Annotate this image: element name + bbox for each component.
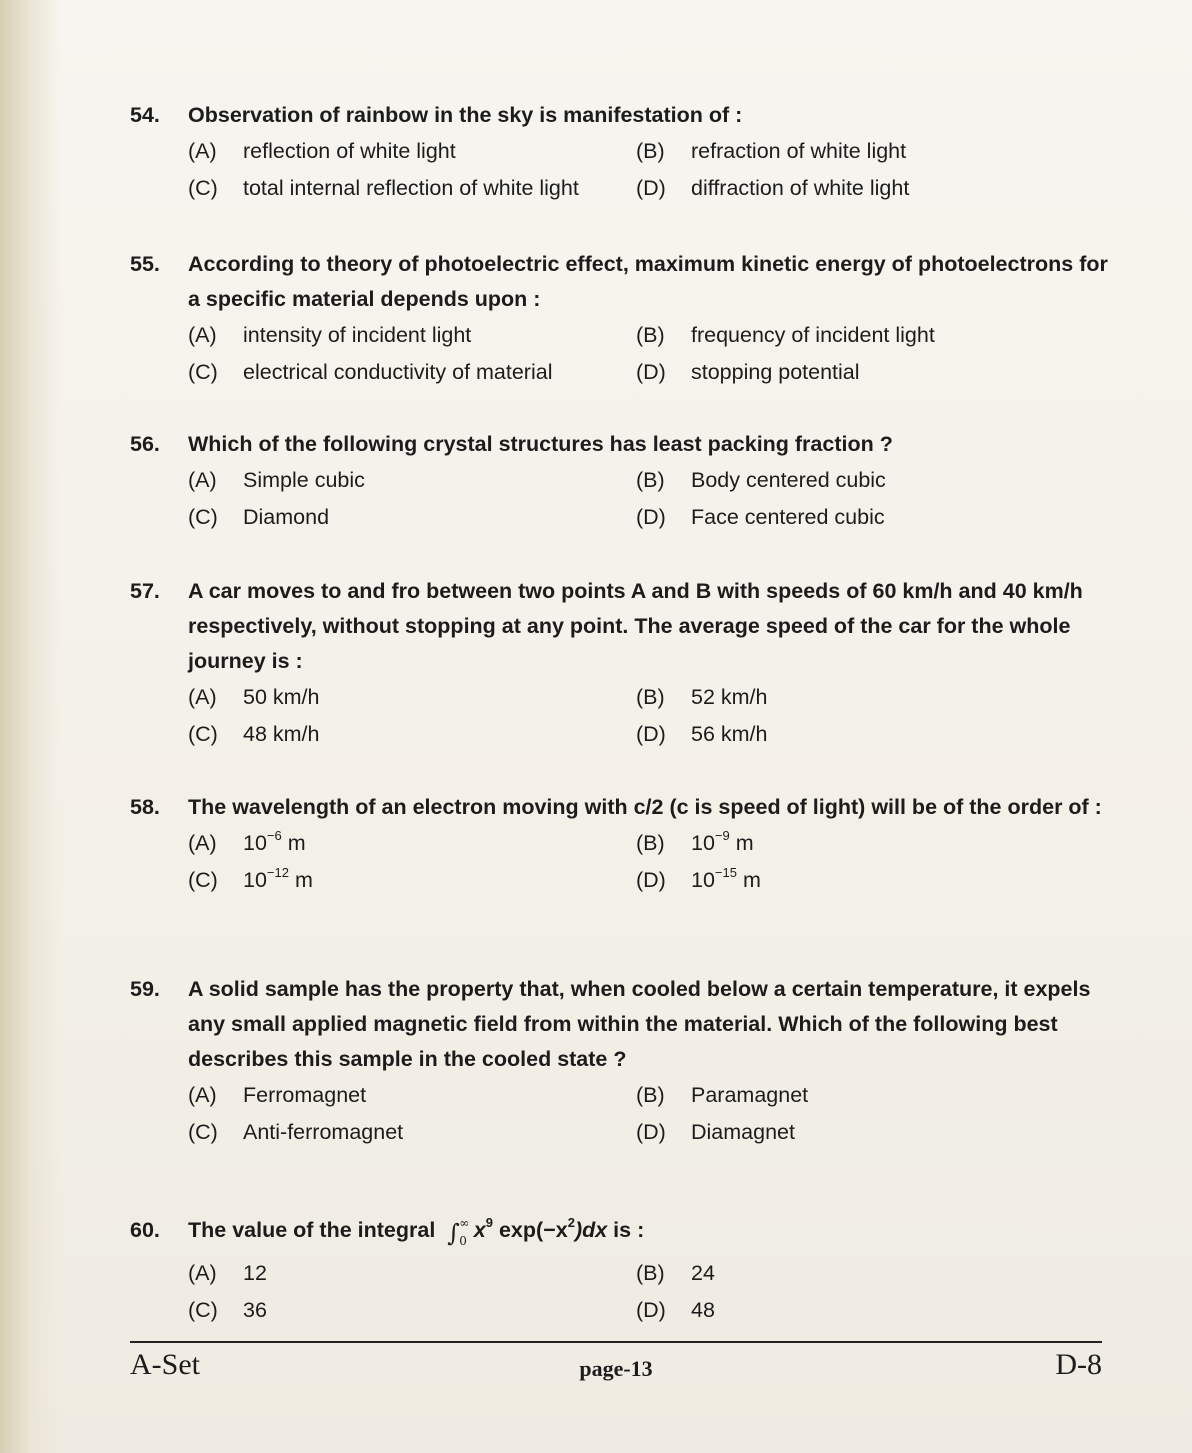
option-letter: (B) — [636, 831, 665, 855]
option-text: reflection of white light — [243, 139, 456, 163]
option-text: 48 km/h — [243, 722, 320, 746]
footer-divider — [130, 1341, 1102, 1343]
option-text: Ferromagnet — [243, 1083, 367, 1107]
option-d[interactable] — [636, 716, 1056, 753]
option-d[interactable] — [636, 1114, 1056, 1151]
option-letter: (A) — [188, 468, 217, 492]
option-letter: (D) — [636, 360, 666, 384]
question-number: 55. — [130, 252, 160, 276]
option-letter: (D) — [636, 722, 666, 746]
option-a[interactable] — [188, 462, 636, 499]
option-text: 56 km/h — [691, 722, 768, 746]
option-d[interactable] — [636, 354, 1056, 391]
option-a[interactable] — [188, 825, 636, 862]
option-letter: (B) — [636, 323, 665, 347]
option-b[interactable] — [636, 679, 1056, 716]
option-letter: (C) — [188, 1298, 218, 1322]
option-letter: (A) — [188, 1083, 217, 1107]
options — [188, 679, 1110, 753]
question-58 — [130, 790, 1110, 899]
question-number: 56. — [130, 432, 160, 456]
set-label: A-Set — [130, 1348, 200, 1381]
option-text: intensity of incident light — [243, 323, 472, 347]
option-text: refraction of white light — [691, 139, 907, 163]
question-text: The value of the integral ∫ ∞ 0 $x^9$ $\exp(-x^2)dx$ is : — [188, 1208, 1110, 1255]
option-letter: (D) — [636, 1298, 666, 1322]
question-54 — [130, 98, 1110, 207]
option-c[interactable] — [188, 862, 636, 899]
question-55 — [130, 247, 1110, 391]
option-letter: (C) — [188, 868, 218, 892]
option-letter: (A) — [188, 323, 217, 347]
option-letter: (D) — [636, 176, 666, 200]
binding-shadow — [0, 0, 60, 1453]
option-a[interactable] — [188, 1077, 636, 1114]
option-letter: (B) — [636, 139, 665, 163]
page-number: page-13 — [579, 1356, 653, 1381]
option-text: $10^{-15}$ m — [691, 865, 761, 892]
option-text: Anti-ferromagnet — [243, 1120, 404, 1144]
option-c[interactable] — [188, 354, 636, 391]
question-60 — [130, 1208, 1110, 1329]
options — [188, 317, 1110, 391]
option-text: $10^{-9}$ m — [691, 828, 754, 855]
option-c[interactable] — [188, 716, 636, 753]
option-letter: (D) — [636, 868, 666, 892]
question-57 — [130, 574, 1110, 753]
option-b[interactable] — [636, 317, 1056, 354]
options — [188, 462, 1110, 536]
option-text: 50 km/h — [243, 685, 320, 709]
option-a[interactable] — [188, 133, 636, 170]
question-text: Observation of rainbow in the sky is manifestation of : — [188, 103, 743, 127]
paper-code: D-8 — [1055, 1348, 1102, 1381]
option-d[interactable] — [636, 1292, 1056, 1329]
option-text: Face centered cubic — [691, 505, 885, 529]
option-letter: (A) — [188, 685, 217, 709]
question-56 — [130, 427, 1110, 536]
option-letter: (B) — [636, 468, 665, 492]
option-text: Simple cubic — [243, 468, 365, 492]
question-number: 59. — [130, 977, 160, 1001]
option-text: Diamagnet — [691, 1120, 795, 1144]
option-text: 36 — [243, 1298, 267, 1322]
option-text: 24 — [691, 1261, 715, 1285]
question-text: A solid sample has the property that, when cooled below a certain temperature, it expels any small applied magnetic field from within the material. Which of the following best describes this sample in the cooled state ? — [188, 977, 1091, 1071]
option-text: 48 — [691, 1298, 715, 1322]
options — [188, 1255, 1110, 1329]
option-c[interactable] — [188, 1114, 636, 1151]
option-text: Paramagnet — [691, 1083, 809, 1107]
question-text: The wavelength of an electron moving with c/2 (c is speed of light) will be of the order of : — [188, 795, 1102, 819]
option-letter: (C) — [188, 505, 218, 529]
option-letter: (B) — [636, 1083, 665, 1107]
option-d[interactable] — [636, 862, 1056, 899]
option-a[interactable] — [188, 1255, 636, 1292]
option-letter: (B) — [636, 1261, 665, 1285]
option-c[interactable] — [188, 499, 636, 536]
question-text: Which of the following crystal structures has least packing fraction ? — [188, 432, 893, 456]
option-letter: (A) — [188, 1261, 217, 1285]
option-letter: (C) — [188, 1120, 218, 1144]
option-d[interactable] — [636, 499, 1056, 536]
option-letter: (A) — [188, 139, 217, 163]
option-text: stopping potential — [691, 360, 860, 384]
option-letter: (C) — [188, 360, 218, 384]
option-letter: (B) — [636, 685, 665, 709]
options — [188, 1077, 1110, 1151]
question-number: 57. — [130, 579, 160, 603]
option-text: electrical conductivity of material — [243, 360, 553, 384]
options — [188, 825, 1110, 899]
question-text: According to theory of photoelectric effect, maximum kinetic energy of photoelectrons for a specific material depends upon : — [188, 252, 1108, 311]
option-text: $10^{-12}$ m — [243, 865, 313, 892]
integral-sign: ∫ ∞ 0 — [447, 1216, 470, 1248]
option-text: diffraction of white light — [691, 176, 910, 200]
option-text: total internal reflection of white light — [243, 176, 579, 200]
option-letter: (C) — [188, 176, 218, 200]
option-letter: (D) — [636, 505, 666, 529]
option-b[interactable] — [636, 462, 1056, 499]
question-number: 54. — [130, 103, 160, 127]
option-a[interactable] — [188, 317, 636, 354]
option-c[interactable] — [188, 1292, 636, 1329]
option-letter: (A) — [188, 831, 217, 855]
option-c[interactable] — [188, 170, 636, 207]
option-text: $10^{-6}$ m — [243, 828, 306, 855]
option-b[interactable] — [636, 825, 1056, 862]
option-b[interactable] — [636, 1077, 1056, 1114]
question-59 — [130, 972, 1110, 1151]
option-text: frequency of incident light — [691, 323, 935, 347]
option-text: 52 km/h — [691, 685, 768, 709]
option-a[interactable] — [188, 679, 636, 716]
option-text: Body centered cubic — [691, 468, 886, 492]
option-text: 12 — [243, 1261, 267, 1285]
option-b[interactable] — [636, 1255, 1056, 1292]
option-letter: (D) — [636, 1120, 666, 1144]
option-b[interactable] — [636, 133, 1056, 170]
option-text: Diamond — [243, 505, 330, 529]
option-d[interactable] — [636, 170, 1056, 207]
option-letter: (C) — [188, 722, 218, 746]
question-number: 58. — [130, 795, 160, 819]
question-number: 60. — [130, 1218, 160, 1242]
question-text: A car moves to and fro between two points A and B with speeds of 60 km/h and 40 km/h respectively, without stopping at any point. The average speed of the car for the whole journey is : — [188, 579, 1083, 673]
options — [188, 133, 1110, 207]
